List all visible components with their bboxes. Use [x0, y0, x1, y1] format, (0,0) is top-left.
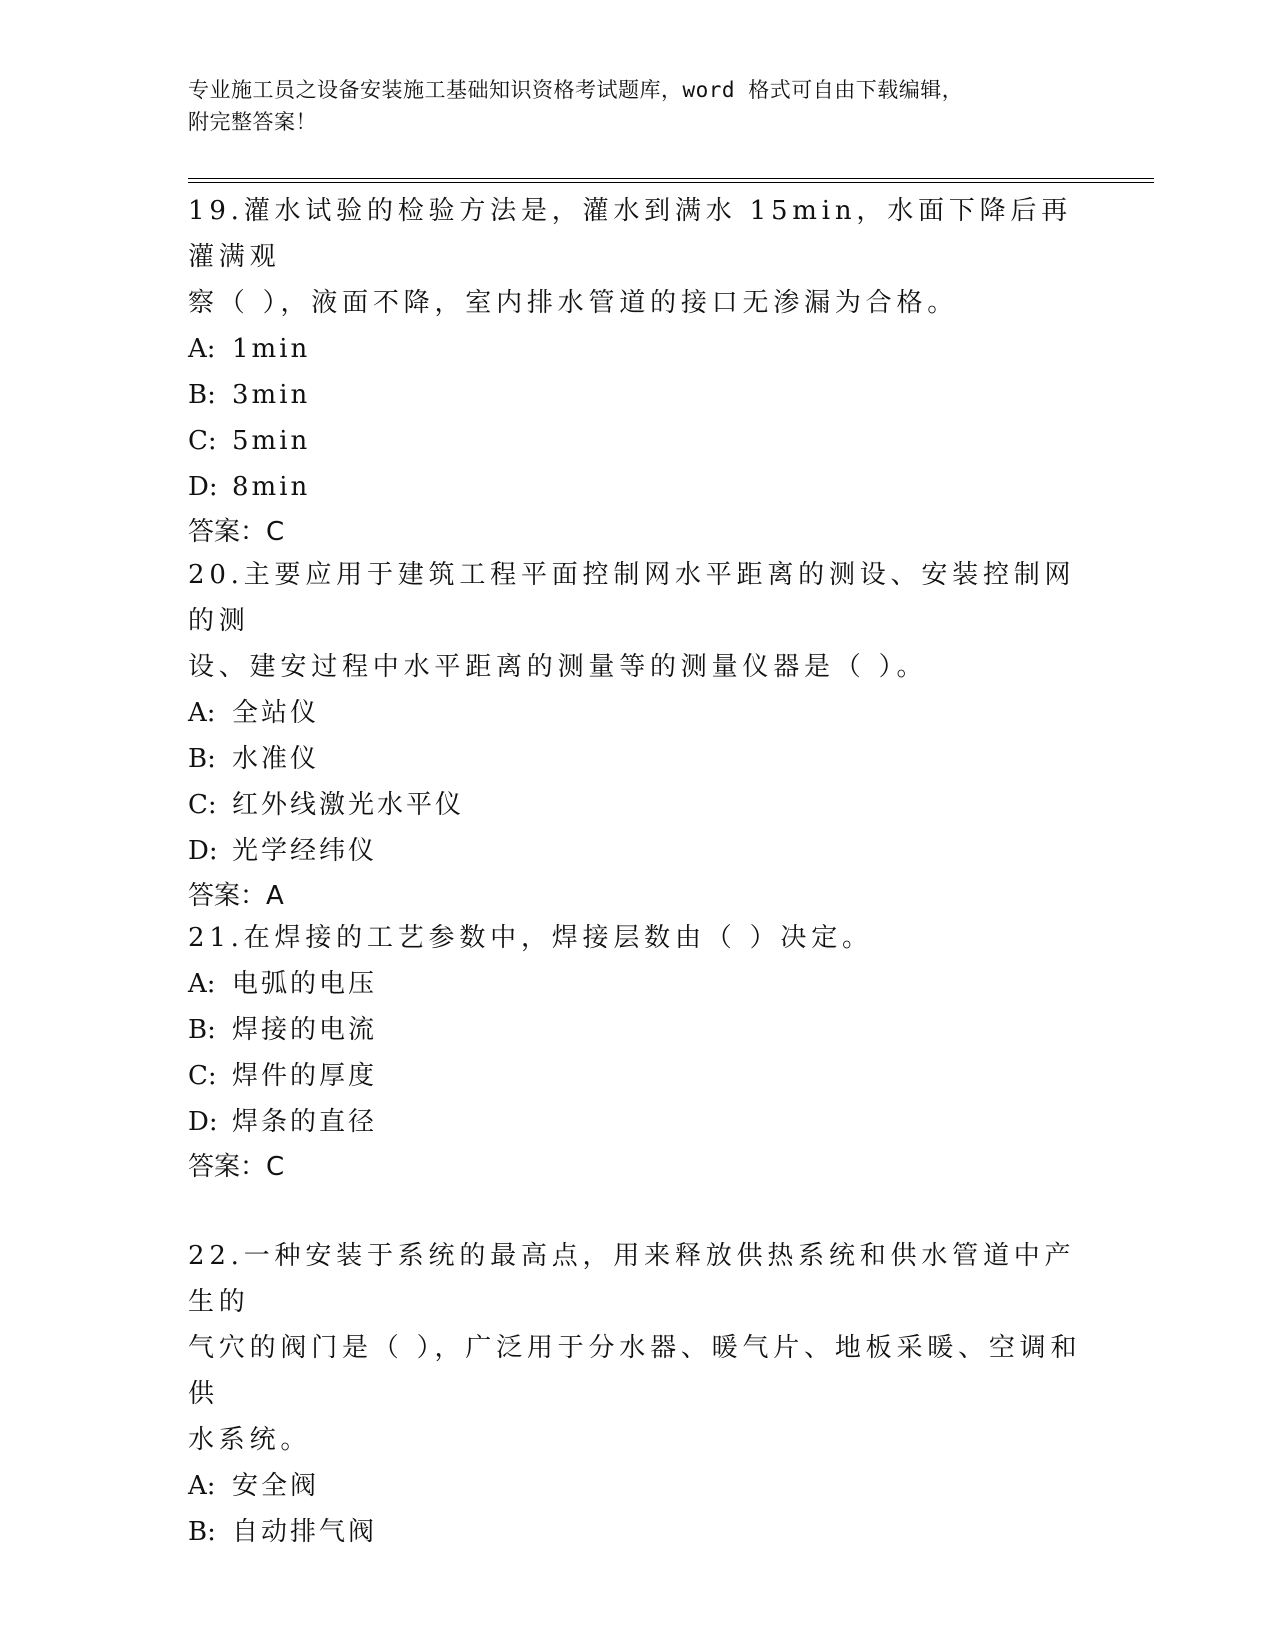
- option-key: B:: [188, 744, 216, 774]
- question-text-line: 察（ ），液面不降，室内排水管道的接口无渗漏为合格。: [188, 288, 959, 318]
- option-value: 全站仪: [232, 698, 320, 728]
- option-c: [188, 782, 1088, 828]
- question-text-line: 22.一种安装于系统的最高点，用来释放供热系统和供水管道中产生的: [188, 1241, 1076, 1317]
- option-key: B:: [188, 1015, 216, 1045]
- question-text-line: 设、建安过程中水平距离的测量等的测量仪器是（ ）。: [188, 652, 928, 682]
- option-value: 8min: [232, 472, 311, 502]
- option-key: C:: [188, 1061, 217, 1091]
- header-line-2: 附完整答案！: [188, 110, 317, 134]
- option-key: A:: [188, 334, 216, 364]
- question-21: [188, 915, 1088, 1189]
- option-key: C:: [188, 426, 217, 456]
- document-header: [188, 74, 1088, 138]
- option-key: D:: [188, 472, 218, 502]
- option-value: 自动排气阀: [232, 1517, 378, 1547]
- option-key: D:: [188, 836, 218, 866]
- option-key: A:: [188, 1471, 216, 1501]
- option-key: A:: [188, 698, 216, 728]
- option-a: [188, 690, 1088, 736]
- option-key: C:: [188, 790, 217, 820]
- option-key: D:: [188, 1107, 218, 1137]
- option-b: [188, 1509, 1088, 1555]
- option-a: [188, 961, 1088, 1007]
- option-b: [188, 1007, 1088, 1053]
- option-a: [188, 326, 1088, 372]
- header-divider-bottom: [188, 182, 1154, 183]
- option-key: B:: [188, 380, 216, 410]
- option-d: [188, 1099, 1088, 1145]
- question-19: [188, 188, 1088, 554]
- option-value: 5min: [232, 426, 311, 456]
- header-divider-top: [188, 178, 1154, 179]
- header-line-1: 专业施工员之设备安装施工基础知识资格考试题库，word 格式可自由下载编辑，: [188, 78, 964, 102]
- question-text-line: 20.主要应用于建筑工程平面控制网水平距离的测设、安装控制网的测: [188, 560, 1076, 636]
- option-value: 电弧的电压: [232, 969, 378, 999]
- option-value: 红外线激光水平仪: [232, 790, 465, 820]
- option-value: 焊接的电流: [232, 1015, 378, 1045]
- option-value: 安全阀: [232, 1471, 320, 1501]
- option-a: [188, 1463, 1088, 1509]
- option-value: 焊件的厚度: [232, 1061, 378, 1091]
- option-key: A:: [188, 969, 216, 999]
- question-text-line: 气穴的阀门是（ ），广泛用于分水器、暖气片、地板采暖、空调和供: [188, 1333, 1082, 1409]
- answer-line: 答案：A: [188, 881, 284, 911]
- question-text-line: 19.灌水试验的检验方法是，灌水到满水 15min，水面下降后再灌满观: [188, 196, 1073, 272]
- option-d: [188, 828, 1088, 874]
- option-value: 1min: [232, 334, 311, 364]
- option-key: B:: [188, 1517, 216, 1547]
- question-20: [188, 552, 1088, 918]
- answer-line: 答案：C: [188, 1152, 285, 1182]
- option-c: [188, 1053, 1088, 1099]
- option-b: [188, 736, 1088, 782]
- option-value: 3min: [232, 380, 311, 410]
- option-d: [188, 464, 1088, 510]
- question-text-line: 21.在焊接的工艺参数中，焊接层数由（ ）决定。: [188, 923, 873, 953]
- option-b: [188, 372, 1088, 418]
- option-value: 光学经纬仪: [232, 836, 378, 866]
- option-value: 水准仪: [232, 744, 320, 774]
- option-c: [188, 418, 1088, 464]
- question-text-line: 水系统。: [188, 1425, 312, 1455]
- answer-line: 答案：C: [188, 517, 285, 547]
- question-22: [188, 1233, 1088, 1555]
- option-value: 焊条的直径: [232, 1107, 378, 1137]
